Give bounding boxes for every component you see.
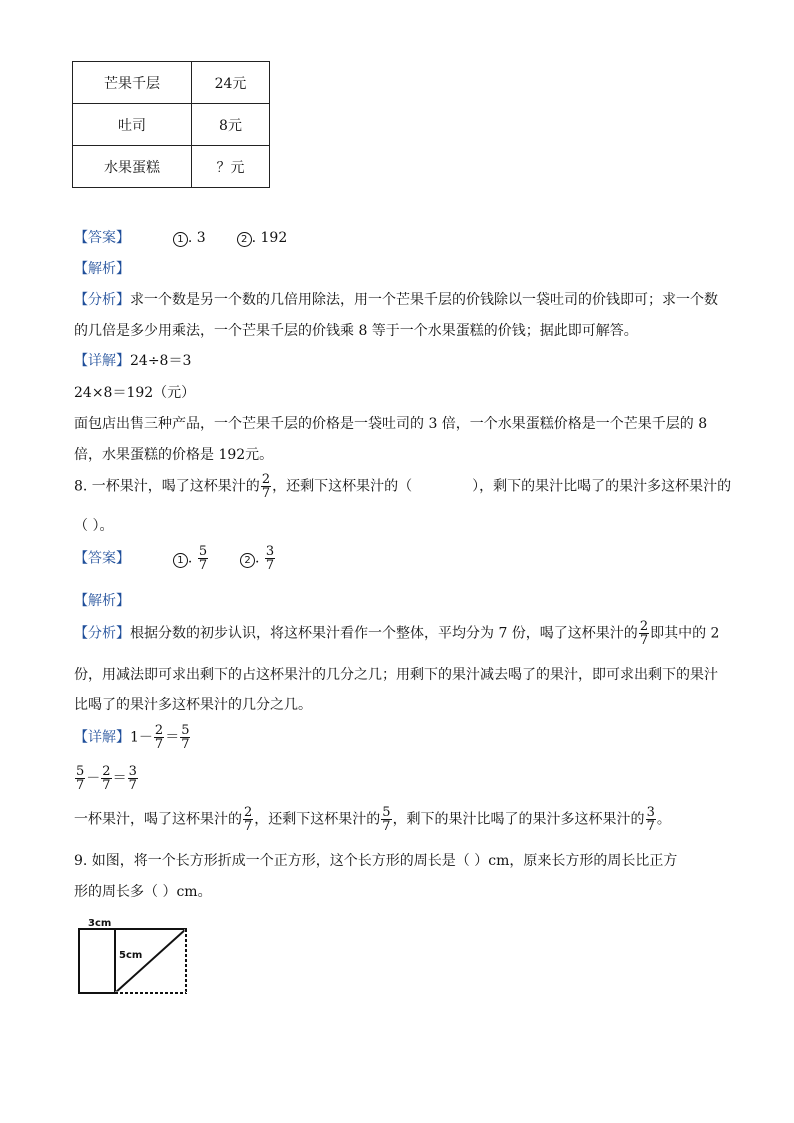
fraction-denominator: 7	[102, 778, 111, 793]
label-3cm: 3cm	[88, 918, 112, 929]
fraction-numerator: 3	[265, 544, 275, 559]
fraction	[75, 765, 85, 792]
rectangle-outline	[79, 929, 186, 993]
fraction	[265, 545, 275, 572]
fraction-numerator: 3	[128, 764, 137, 779]
fraction-numerator: 2	[102, 764, 111, 779]
q9-stem-line1: 9. 如图，将一个长方形折成一个正方形，这个长方形的周长是（ ）cm，原来长方形的周长比正方	[74, 853, 678, 869]
circled-number: 2	[237, 232, 252, 247]
fraction-denominator: 7	[646, 819, 655, 834]
table-cell-price: 24元	[192, 62, 270, 104]
xiangjie-tag: 【详解】	[74, 729, 130, 746]
q8-answer-line: 【答案】 1 . $\frac{5}{7}$ 2 . $\frac{3}{7}$	[74, 544, 275, 573]
table-cell-price: 8元	[192, 104, 270, 146]
q8-stem-c: ），剩下的果汁比喝了的果汁多这杯果汁的	[472, 478, 732, 495]
fraction-numerator: 2	[244, 805, 253, 820]
q8-fenxi-text1b: 即其中的 2	[650, 625, 720, 642]
fraction-denominator: 7	[244, 819, 253, 834]
fraction	[381, 806, 391, 833]
table-cell-price: ？元	[192, 146, 270, 188]
circled-number: 1	[173, 232, 188, 247]
fraction	[261, 473, 271, 500]
xiangjie-tag: 【详解】	[74, 353, 130, 369]
circled-number: 2	[240, 553, 255, 568]
q8-fenxi-text2: 份，用减法即可求出剩下的占这杯果汁的几分之几；用剩下的果汁减去喝了的果汁，即可求出剩下的果汁	[74, 667, 718, 683]
fraction	[639, 620, 649, 647]
q8-calc2	[74, 765, 139, 792]
q7-calc1: 24÷8＝3	[130, 353, 192, 369]
answer-tag: 【答案】	[74, 230, 130, 246]
answer-2: . 192	[251, 230, 288, 246]
folded-rectangle-figure	[70, 912, 200, 1002]
q7-conclusion1: 面包店出售三种产品，一个芒果千层的价格是一袋吐司的 3 倍，一个水果蛋糕价格是一个芒果千层的 8	[74, 416, 708, 432]
q9-stem-line2: 形的周长多（ ）cm。	[74, 884, 212, 900]
q8-concl-c: ，剩下的果汁比喝了的果汁多这杯果汁的	[392, 811, 645, 828]
fraction	[101, 765, 111, 792]
fraction-denominator: 7	[198, 558, 208, 573]
q8-fenxi-line1	[74, 620, 719, 647]
q8-xiangjie-line	[74, 724, 191, 751]
q8-stem-line2: （ ）。	[74, 518, 114, 534]
fenxi-tag: 【分析】	[74, 292, 130, 308]
fraction-numerator: 2	[639, 619, 649, 634]
fraction-numerator: 2	[154, 723, 164, 738]
q7-fenxi-text1: 求一个数是另一个数的几倍用除法，用一个芒果千层的价钱除以一袋吐司的价钱即可；求一个数	[130, 292, 718, 308]
table-cell-item: 吐司	[73, 104, 192, 146]
fraction-numerator: 3	[646, 805, 655, 820]
equals-sign: ＝	[165, 729, 180, 746]
fraction	[646, 806, 656, 833]
fraction-denominator: 7	[382, 819, 391, 834]
q8-calc1-prefix: 1－	[130, 729, 153, 746]
fraction-numerator: 5	[198, 544, 208, 559]
equals-sign: ＝	[112, 770, 127, 787]
fraction-denominator: 7	[639, 633, 649, 648]
q7-calc2: 24×8＝192（元）	[74, 385, 196, 401]
circled-number: 1	[173, 553, 188, 568]
q7-fenxi-text2: 的几倍是多少用乘法，一个芒果千层的价钱乘 8 等于一个水果蛋糕的价钱；据此即可解答。	[74, 323, 638, 339]
fraction-denominator: 7	[181, 737, 190, 752]
fraction-numerator: 2	[261, 472, 271, 487]
fenxi-tag: 【分析】	[74, 625, 130, 642]
q7-fenxi-line1	[74, 289, 718, 309]
fraction-numerator: 5	[181, 723, 190, 738]
fraction-numerator: 5	[382, 805, 391, 820]
q7-xiangjie-line	[74, 350, 191, 370]
q7-answer-line	[74, 227, 287, 247]
jiexi-tag: 【解析】	[74, 593, 130, 609]
table-cell-item: 芒果千层	[73, 62, 192, 104]
minus-sign: －	[86, 770, 101, 787]
fraction-denominator: 7	[76, 778, 85, 793]
fraction-denominator: 7	[128, 778, 137, 793]
q8-fenxi-text3: 比喝了的果汁多这杯果汁的几分之几。	[74, 697, 312, 713]
label-5cm: 5cm	[119, 950, 143, 961]
table-row	[73, 104, 270, 146]
fraction-denominator: 7	[265, 558, 275, 573]
diagonal-line	[115, 929, 186, 993]
q8-concl-a: 一杯果汁，喝了这杯果汁的	[74, 811, 242, 828]
q8-conclusion	[74, 806, 671, 833]
table-row	[73, 146, 270, 188]
q8-stem-a: 8. 一杯果汁，喝了这杯果汁的	[74, 478, 260, 495]
q8-fenxi-text1a: 根据分数的初步认识，将这杯果汁看作一个整体，平均分为 7 份，喝了这杯果汁的	[130, 625, 638, 642]
answer-1: . 3	[187, 230, 206, 246]
answer-tag: 【答案】	[74, 550, 130, 567]
fraction-numerator: 5	[76, 764, 85, 779]
fraction	[198, 545, 208, 572]
fraction	[243, 806, 253, 833]
q8-stem-line1	[74, 473, 731, 500]
table-cell-item: 水果蛋糕	[73, 146, 192, 188]
fraction-denominator: 7	[261, 486, 271, 501]
fraction-denominator: 7	[154, 737, 164, 752]
q8-concl-b: ，还剩下这杯果汁的	[254, 811, 381, 828]
q7-conclusion2: 倍，水果蛋糕的价格是 192元。	[74, 447, 274, 463]
q8-stem-b: ，还剩下这杯果汁的（	[272, 478, 413, 495]
fraction	[154, 724, 164, 751]
table-row	[73, 62, 270, 104]
fraction	[180, 724, 190, 751]
jiexi-tag: 【解析】	[74, 261, 130, 277]
q8-concl-d: 。	[656, 811, 671, 828]
price-table	[72, 61, 270, 188]
fraction	[128, 765, 138, 792]
